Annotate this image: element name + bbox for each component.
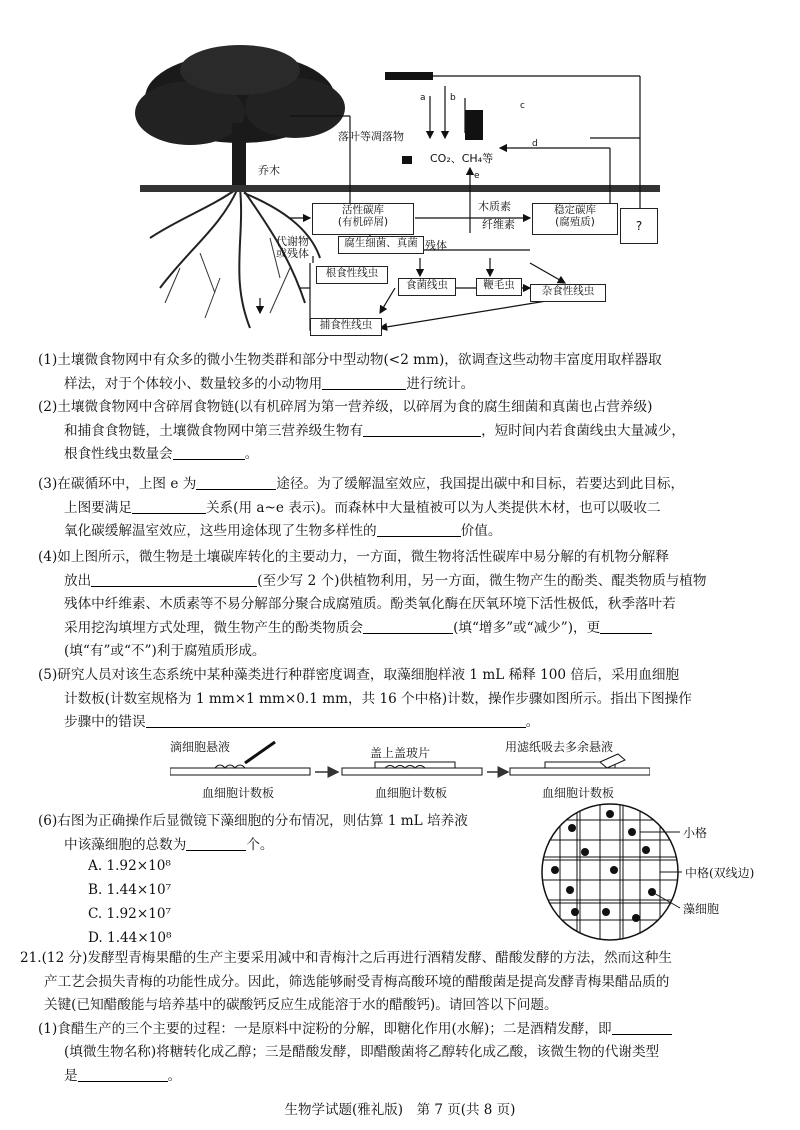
q21-line2: 产工艺会损失青梅的功能性成分。因此，筛选能够耐受青梅高酸环境的醋酸菌是提高发酵青梅果醋品质的 bbox=[44, 973, 670, 990]
step-3-label: 用滤纸吸去多余悬液 bbox=[505, 740, 614, 754]
option-c[interactable]: C. 1.92×10⁷ bbox=[88, 906, 171, 922]
board-label-1: 血细胞计数板 bbox=[202, 786, 275, 800]
board-label-2: 血细胞计数板 bbox=[375, 786, 448, 800]
unknown-box: ? bbox=[620, 208, 658, 244]
label-algae-cell: 藻细胞 bbox=[683, 902, 720, 916]
cellulose-label: 纤维素 bbox=[482, 218, 515, 231]
active-carbon-pool: 活性碳库 (有机碎屑) bbox=[312, 203, 414, 235]
root-nematode-box: 根食性线虫 bbox=[316, 266, 388, 284]
lignin-label: 木质素 bbox=[478, 200, 511, 213]
q21-line6-end: 。 bbox=[167, 1067, 182, 1084]
q20-part5 bbox=[38, 664, 778, 735]
blank-11[interactable] bbox=[186, 836, 246, 851]
q21-line4: (1)食醋生产的三个主要的过程：一是原料中淀粉的分解，即糖化作用(水解)；二是酒精发酵，即 bbox=[38, 1020, 612, 1037]
q21-line3: 关键(已知醋酸能与培养基中的碳酸钙反应生成能溶于水的醋酸钙)。请回答以下问题。 bbox=[44, 997, 558, 1013]
blank-7[interactable] bbox=[91, 572, 257, 587]
blank-3[interactable] bbox=[173, 445, 245, 460]
q21-line5: (填微生物名称)将糖转化成乙醇；三是醋酸发酵，即醋酸菌将乙醇转化成乙酸，该微生物的代谢类型 bbox=[64, 1044, 660, 1060]
gas-label: CO₂、CH₄等 bbox=[430, 152, 494, 165]
metabolites-label: 代谢物 或残体 bbox=[276, 235, 309, 260]
blank-9[interactable] bbox=[600, 619, 652, 634]
arrow-label-a: a bbox=[420, 93, 426, 103]
q20-p6-text: 中该藻细胞的总数为 bbox=[64, 836, 187, 853]
q20-p2-text: 和捕食食物链，土壤微食物网中第三营养级生物有 bbox=[64, 422, 364, 439]
blank-10[interactable] bbox=[146, 713, 526, 728]
fungal-nematode-box: 食菌线虫 bbox=[398, 278, 456, 296]
arrow-label-b: b bbox=[450, 93, 456, 103]
q20-p3-text2: 途径。为了缓解温室效应，我国提出碳中和目标，若要达到此目标， bbox=[276, 476, 685, 492]
blank-12[interactable] bbox=[612, 1020, 672, 1035]
q20-p4-line1: (4)如上图所示，微生物是土壤碳库转化的主要动力，一方面，微生物将活性碳库中易分解的有机物分解释 bbox=[38, 549, 669, 565]
q20-p5-text: 步骤中的错误 bbox=[64, 714, 146, 730]
step-1-label: 滴细胞悬液 bbox=[170, 740, 231, 754]
blank-8[interactable] bbox=[363, 619, 453, 634]
food-web-diagram bbox=[120, 38, 680, 338]
flagellate-box: 鞭毛虫 bbox=[476, 278, 522, 296]
q20-p1-line1: (1)土壤微食物网中有众多的微小生物类群和部分中型动物(<2 mm)，欲调查这些动物丰富度用取样器取 bbox=[38, 352, 662, 368]
arrow-label-e: e bbox=[474, 171, 480, 181]
arrow-label-d: d bbox=[532, 139, 538, 149]
q20-p4-text1: 放出 bbox=[64, 572, 92, 589]
omnivore-nematode-box: 杂食性线虫 bbox=[530, 284, 606, 302]
q20-p2-tail: ，短时间内若食菌线虫大量减少， bbox=[481, 422, 685, 439]
blank-6[interactable] bbox=[377, 522, 461, 537]
procedure-steps bbox=[170, 738, 650, 806]
q20-p2-line3: 根食性线虫数量会 bbox=[64, 446, 173, 462]
q20-part6 bbox=[38, 810, 518, 857]
page-footer: 生物学试题(雅礼版) 第 7 页(共 8 页) bbox=[284, 1102, 516, 1118]
residue-label: 残体 bbox=[425, 239, 447, 252]
q20-part2 bbox=[38, 396, 778, 467]
blank-5[interactable] bbox=[132, 499, 206, 514]
q20-p6-line1: (6)右图为正确操作后显微镜下藻细胞的分布情况，则估算 1 mL 培养液 bbox=[38, 813, 468, 829]
q20-p3-text6: 价值。 bbox=[460, 523, 502, 539]
label-medium-square: 中格(双线边) bbox=[685, 866, 755, 880]
blank-2[interactable] bbox=[363, 422, 481, 437]
step-2-label: 盖上盖玻片 bbox=[370, 746, 431, 760]
q20-p6-end: 个。 bbox=[246, 836, 274, 853]
q20-p1-tail: 进行统计。 bbox=[406, 375, 475, 392]
q21-line6: 是 bbox=[64, 1067, 78, 1084]
q21 bbox=[20, 947, 780, 1088]
option-b[interactable]: B. 1.44×10⁷ bbox=[88, 882, 172, 898]
q20-p4-line5: (填“有”或“不”)利于腐殖质形成。 bbox=[64, 643, 266, 659]
blank-1[interactable] bbox=[322, 375, 406, 390]
q20-p2-line1: (2)土壤微食物网中含碎屑食物链(以有机碎屑为第一营养级，以碎屑为食的腐生细菌和真菌也占营养级) bbox=[38, 399, 653, 415]
q20-p5-end: 。 bbox=[525, 714, 540, 730]
q20-p3-text4: 关系(用 a~e 表示)。而森林中大量植被可以为人类提供木材，也可以吸收二 bbox=[205, 499, 661, 516]
litter-label: 落叶等凋落物 bbox=[338, 130, 404, 143]
ground-line bbox=[140, 185, 660, 192]
label-small-square: 小格 bbox=[683, 826, 708, 840]
q20-p3-text3: 上图要满足 bbox=[64, 499, 132, 516]
option-d[interactable]: D. 1.44×10⁸ bbox=[88, 930, 172, 946]
stable-carbon-pool: 稳定碳库 (腐殖质) bbox=[532, 203, 618, 235]
board-label-3: 血细胞计数板 bbox=[542, 786, 615, 800]
q20-p4-text3: 采用挖沟填埋方式处理，微生物产生的酚类物质会 bbox=[64, 619, 364, 636]
q20-p5-line2: 计数板(计数室规格为 1 mm×1 mm×0.1 mm，共 16 个中格)计数，操作步骤如图所示。指出下图操作 bbox=[64, 690, 692, 707]
q20-part1 bbox=[38, 349, 778, 396]
q20-p1-text: 样法，对于个体较小、数量较多的小动物用 bbox=[64, 375, 323, 392]
q20-p4-text4: (填“增多”或“减少”)，更 bbox=[453, 619, 601, 636]
blank-13[interactable] bbox=[78, 1067, 168, 1082]
predator-nematode-box: 捕食性线虫 bbox=[310, 318, 382, 336]
tree-label: 乔木 bbox=[258, 164, 280, 177]
q20-p4-text2: (至少写 2 个)供植物利用，另一方面，微生物产生的酚类、醌类物质与植物 bbox=[257, 572, 707, 589]
q20-p4-line3: 残体中纤维素、木质素等不易分解部分聚合成腐殖质。酚类氧化酶在厌氧环境下活性极低，秋季落叶若 bbox=[64, 596, 676, 612]
q20-p5-line1: (5)研究人员对该生态系统中某种藻类进行种群密度调查，取藻细胞样液 1 mL 稀释 100 倍后，采用血细胞 bbox=[38, 667, 680, 683]
q20-p3-text5: 氧化碳缓解温室效应，这些用途体现了生物多样性的 bbox=[64, 523, 377, 539]
q20-part3 bbox=[38, 473, 778, 544]
q20-p2-end: 。 bbox=[244, 446, 259, 462]
option-a[interactable]: A. 1.92×10⁸ bbox=[88, 858, 171, 874]
blank-4[interactable] bbox=[196, 475, 276, 490]
q20-part4 bbox=[38, 546, 778, 664]
decomposer-box: 腐生细菌、真菌 bbox=[338, 236, 424, 254]
q20-p3-text1: (3)在碳循环中，上图 e 为 bbox=[38, 476, 197, 492]
arrow-label-c: c bbox=[520, 101, 525, 111]
microscope-field bbox=[540, 800, 790, 950]
q21-line1: 21.(12 分)发酵型青梅果醋的生产主要采用减中和青梅汁之后再进行酒精发酵、醋酸发酵的方法，然而这种生 bbox=[20, 950, 672, 966]
